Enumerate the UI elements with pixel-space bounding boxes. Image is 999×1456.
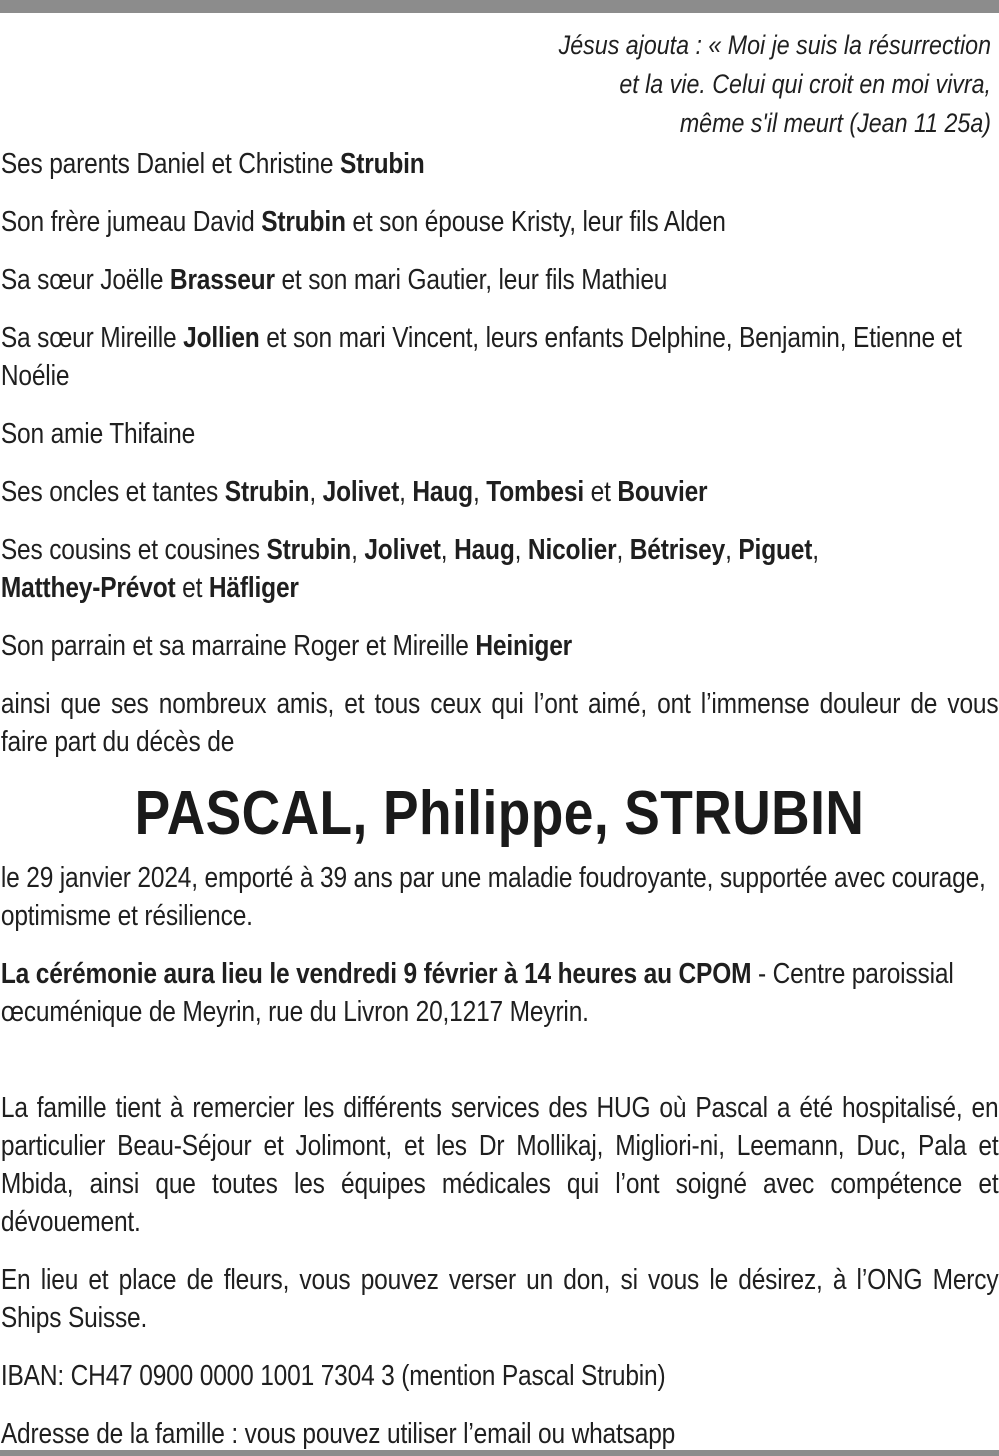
announcement-text: ainsi que ses nombreux amis, et tous ceux qui l’ont aimé, ont l’immense douleur de vous faire part du décès de [0,688,999,758]
ceremony-address: - Centre paroissial œcuménique de Meyrin, rue du Livron 20,1217 Meyrin. [0,958,954,1028]
death-details: le 29 janvier 2024, emporté à 39 ans par une maladie foudroyante, supportée avec courage, optimisme et résilience. [0,862,986,932]
family-sister-2 [0,319,999,395]
family-friend: Son amie Thifaine [0,418,196,450]
deceased-name: PASCAL, Philippe, STRUBIN [134,779,865,848]
uncles-surname: Jolivet [322,476,400,508]
sister2-details: et son mari Vincent, leurs enfants Delphine, Benjamin, Etienne et Noélie [0,322,962,392]
quote-line-2: et la vie. Celui qui croit en moi vivra, [619,69,991,99]
bottom-border-rule [0,1450,999,1456]
brother-surname: Strubin [261,206,346,238]
family-parents [0,145,999,183]
sister1-surname: Brasseur [169,264,275,296]
cousins-surname: Jolivet [364,534,441,566]
uncles-surname: Haug [412,476,473,508]
parents-surname: Strubin [340,148,425,180]
parents-text: Ses parents Daniel et Christine [0,148,341,180]
godparents-surname: Heiniger [475,630,573,662]
family-godparents [0,627,999,665]
cousins-surname: Haug [454,534,515,566]
uncles-text: Ses oncles et tantes [0,476,225,508]
brother-text: Son frère jumeau David [0,206,262,238]
donation-text: En lieu et place de fleurs, vous pouvez verser un don, si vous le désirez, à l’ONG Mercy Ships Suisse. [0,1264,999,1334]
family-address-text: Adresse de la famille : vous pouvez utiliser l’email ou whatsapp [0,1418,676,1450]
sister2-surname: Jollien [183,322,260,354]
family-sister-1 [0,261,999,299]
sister1-details: et son mari Gautier, leur fils Mathieu [274,264,668,296]
brother-details: et son épouse Kristy, leur fils Alden [345,206,726,238]
thanks-text: La famille tient à remercier les différents services des HUG où Pascal a été hospitalisé, en particulier Beau-Séjour et Jolimont, et les Dr Mollikaj, Migliori-ni, Leemann, Duc, Pala et Mbida, ainsi que toutes les équipes médicales qui l’ont soigné avec compétence et dévouement. [0,1092,999,1238]
family-cousins: Ses cousins et cousines Strubin, Jolivet, Haug, Nicolier, Bétrisey, Piguet, Matthey-Prévot et Häfliger [0,534,819,604]
uncles-surname: Tombesi [486,476,584,508]
cousins-surname: Strubin [266,534,352,566]
cousins-surname: Matthey-Prévot [0,572,176,604]
cousins-surname: Bétrisey [629,534,726,566]
cousins-text: Ses cousins et cousines [0,534,267,566]
godparents-text: Son parrain et sa marraine Roger et Mireille [0,630,476,662]
cousins-surname: Häfliger [208,572,299,604]
ceremony-info [0,955,999,1031]
ceremony-date-place: La cérémonie aura lieu le vendredi 9 février à 14 heures au CPOM [0,958,752,990]
family-brother [0,203,999,241]
obituary-notice [0,26,999,1453]
top-border-rule [0,0,999,13]
uncles-surname: Strubin [224,476,310,508]
sister2-text: Sa sœur Mireille [0,322,184,354]
family-uncles-aunts: Ses oncles et tantes Strubin, Jolivet, Haug, Tombesi et Bouvier [0,476,708,508]
uncles-surname: Bouvier [617,476,708,508]
cousins-surname: Piguet [738,534,813,566]
iban-text: IBAN: CH47 0900 0000 1001 7304 3 (mention Pascal Strubin) [0,1360,666,1392]
quote-line-1: Jésus ajouta : « Moi je suis la résurrection [558,30,991,60]
bible-quote [139,26,991,143]
cousins-surname: Nicolier [527,534,617,566]
quote-line-3: même s'il meurt (Jean 11 25a) [679,108,991,138]
sister1-text: Sa sœur Joëlle [0,264,170,296]
